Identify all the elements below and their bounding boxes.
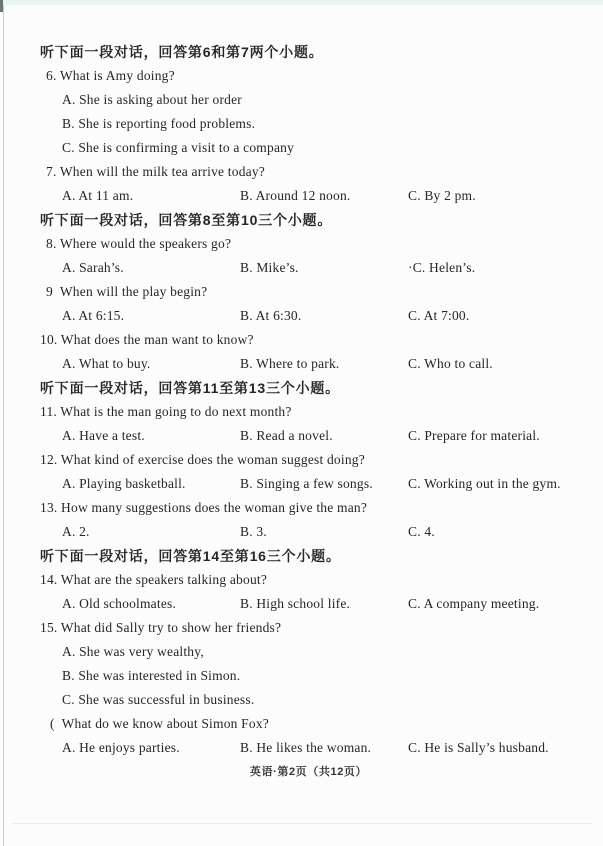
question-13-option-c: C. 4. xyxy=(408,524,435,539)
question-10-option-c: C. Who to call. xyxy=(408,356,493,371)
question-11-stem: 11. What is the man going to do next month? xyxy=(40,404,292,419)
question-14-option-c: C. A company meeting. xyxy=(408,596,540,611)
question-15-option-a: A. She was very wealthy, xyxy=(62,644,204,659)
question-13-options xyxy=(40,520,577,544)
question-13-option-a: A. 2. xyxy=(62,524,90,539)
question-11-option-c: C. Prepare for material. xyxy=(408,428,540,443)
question-16-option-b: B. He likes the woman. xyxy=(240,740,372,755)
question-12-stem: 12. What kind of exercise does the woman suggest doing? xyxy=(40,452,365,467)
question-8-option-b: B. Mike’s. xyxy=(240,260,299,275)
question-7-options xyxy=(40,184,577,208)
question-6-option-a: A. She is asking about her order xyxy=(62,92,242,107)
question-11-option-a: A. Have a test. xyxy=(62,428,145,443)
question-14-option-b: B. High school life. xyxy=(240,596,351,611)
question-14-option-a: A. Old schoolmates. xyxy=(62,596,177,611)
question-15-option-b: B. She was interested in Simon. xyxy=(62,668,241,683)
question-10-stem: 10. What does the man want to know? xyxy=(40,332,254,347)
question-8-options xyxy=(40,256,577,280)
section-instruction-1: 听下面一段对话，回答第6和第7两个小题。 xyxy=(40,44,324,60)
question-9-option-b: B. At 6:30. xyxy=(240,308,302,323)
page-footer: 英语·第2页（共12页） xyxy=(249,766,368,778)
question-7-option-b: B. Around 12 noon. xyxy=(240,188,351,203)
section-instruction-2: 听下面一段对话，回答第8至第10三个小题。 xyxy=(40,212,333,228)
question-16-option-a: A. He enjoys parties. xyxy=(62,740,180,755)
question-8-stem: 8. Where would the speakers go? xyxy=(46,236,232,251)
question-13-stem: 13. How many suggestions does the woman give the man? xyxy=(40,500,368,515)
question-8-option-c: ·C. Helen’s. xyxy=(408,260,476,275)
question-9-option-c: C. At 7:00. xyxy=(408,308,470,323)
question-12-option-a: A. Playing basketball. xyxy=(62,476,186,491)
question-6-stem: 6. What is Amy doing? xyxy=(46,68,175,83)
question-11-options xyxy=(40,424,577,448)
question-15-option-c: C. She was successful in business. xyxy=(62,692,255,707)
question-6-option-b: B. She is reporting food problems. xyxy=(62,116,256,131)
question-7-stem: 7. When will the milk tea arrive today? xyxy=(46,164,265,179)
question-7-option-c: C. By 2 pm. xyxy=(408,188,476,203)
question-16-options xyxy=(40,736,577,760)
question-12-option-b: B. Singing a few songs. xyxy=(240,476,373,491)
question-14-options xyxy=(40,592,577,616)
question-9-option-a: A. At 6:15. xyxy=(62,308,125,323)
question-9-options xyxy=(40,304,577,328)
question-12-option-c: C. Working out in the gym. xyxy=(408,476,561,491)
question-9-stem: 9 When will the play begin? xyxy=(46,284,208,299)
question-14-stem: 14. What are the speakers talking about? xyxy=(40,572,268,587)
question-10-option-a: A. What to buy. xyxy=(62,356,151,371)
question-10-options xyxy=(40,352,577,376)
question-16-option-c: C. He is Sally’s husband. xyxy=(408,740,549,755)
question-8-option-a: A. Sarah’s. xyxy=(62,260,124,275)
question-11-option-b: B. Read a novel. xyxy=(240,428,333,443)
question-10-option-b: B. Where to park. xyxy=(240,356,340,371)
question-13-option-b: B. 3. xyxy=(240,524,267,539)
question-15-stem: 15. What did Sally try to show her friends? xyxy=(40,620,282,635)
question-7-option-a: A. At 11 am. xyxy=(62,188,134,203)
question-16-stem: ( What do we know about Simon Fox? xyxy=(50,716,269,731)
question-6-option-c: C. She is confirming a visit to a company xyxy=(62,140,295,155)
section-instruction-4: 听下面一段对话，回答第14至第16三个小题。 xyxy=(40,548,341,564)
section-instruction-3: 听下面一段对话，回答第11至第13三个小题。 xyxy=(40,380,340,396)
question-12-options xyxy=(40,472,577,496)
